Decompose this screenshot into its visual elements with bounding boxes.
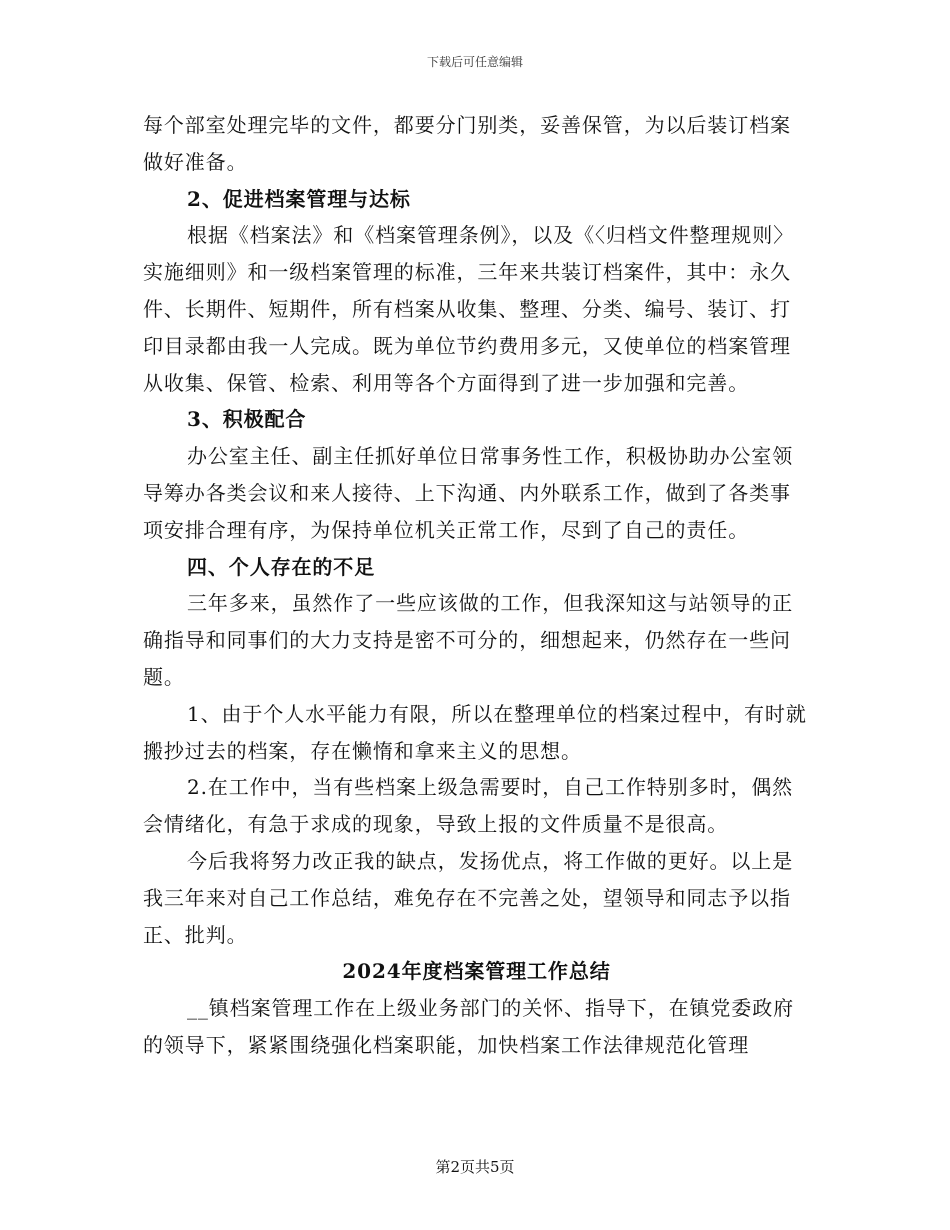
page-header: 下载后可任意编辑 xyxy=(426,55,523,69)
paragraph-archive-binding: 根据《档案法》和《档案管理条例》，以及《〈归档文件整理规则〉实施细则》和一级档案管理的标准，三年来共装订档案件，其中：永久件、长期件、短期件，所有档案从收集、整理、分类、编号、装订、打印目录都由我一人完成。既为单位节约费用多元，又使单位的档案管理从收集、保管、检索、利用等各个方面得到了进一步加强和完善。 xyxy=(143,223,794,395)
paragraph-office-work: 办公室主任、副主任抓好单位日常事务性工作，积极协助办公室领导筹办各类会议和来人接待、上下沟通、内外联系工作，做到了各类事项安排合理有序，为保持单位机关正常工作，尽到了自己的责任。 xyxy=(143,444,794,542)
paragraph-shortcoming-2: 2.在工作中，当有些档案上级急需要时，自己工作特别多时，偶然会情绪化，有急于求成的现象，导致上报的文件质量不是很高。 xyxy=(143,775,794,837)
document-title-2024: 2024年度档案管理工作总结 xyxy=(342,959,611,984)
section-heading-cooperation: 3、积极配合 xyxy=(187,407,307,432)
paragraph-town-archive-intro: __镇档案管理工作在上级业务部门的关怀、指导下，在镇党委政府的领导下，紧紧围绕强化档案职能，加快档案工作法律规范化管理 xyxy=(143,996,794,1057)
section-heading-shortcomings: 四、个人存在的不足 xyxy=(187,554,376,579)
page-number: 第2页共5页 xyxy=(435,1158,515,1176)
paragraph-shortcomings-intro: 三年多来，虽然作了一些应该做的工作，但我深知这与站领导的正确指导和同事们的大力支持是密不可分的，细想起来，仍然存在一些问题。 xyxy=(143,591,794,689)
section-heading-archive-standards: 2、促进档案管理与达标 xyxy=(187,186,411,211)
document-body xyxy=(143,107,810,1064)
paragraph-filing-prep: 每个部室处理完毕的文件，都要分门别类，妥善保管，为以后装订档案做好准备。 xyxy=(143,113,791,174)
paragraph-shortcoming-1: 1、由于个人水平能力有限，所以在整理单位的档案过程中，有时就搬抄过去的档案，存在懒惰和拿来主义的思想。 xyxy=(143,701,807,763)
paragraph-conclusion: 今后我将努力改正我的缺点，发扬优点，将工作做的更好。以上是我三年来对自己工作总结，难免存在不完善之处，望领导和同志予以指正、批判。 xyxy=(143,848,794,947)
